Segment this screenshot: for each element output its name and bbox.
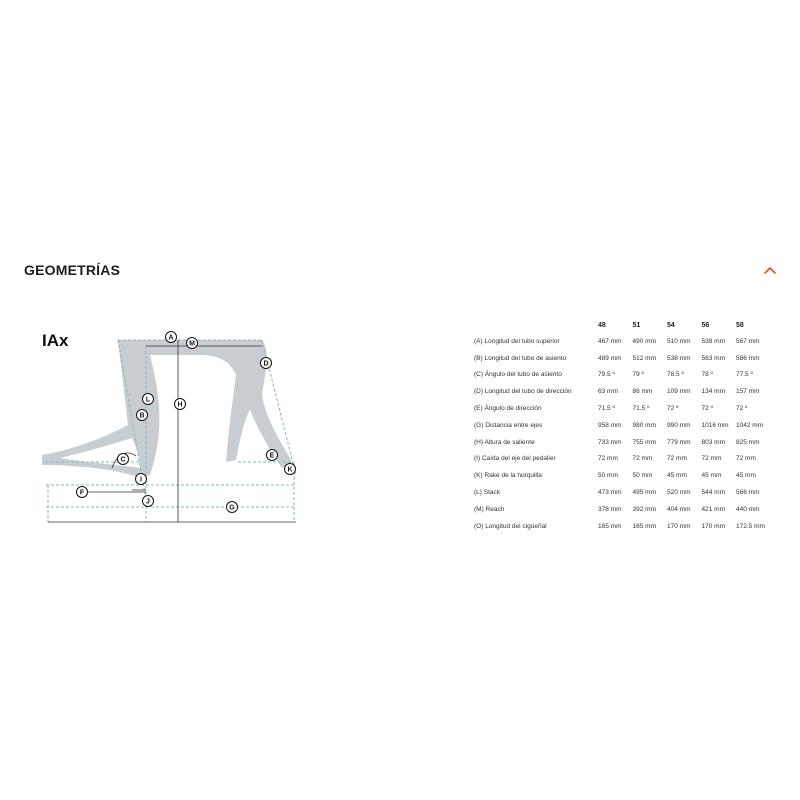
row-value: 172.5 mm: [736, 522, 765, 530]
row-value: 170 mm: [701, 522, 725, 530]
table-header-label: [474, 317, 598, 333]
row-value: 544 mm: [701, 489, 725, 497]
row-value: 520 mm: [667, 489, 691, 497]
row-value: 79 º: [632, 371, 644, 379]
row-value: 72 º: [736, 405, 748, 413]
row-value: 45 mm: [667, 472, 687, 480]
callout-letter: L: [145, 396, 151, 404]
callout-letter: H: [177, 401, 183, 409]
row-value: 86 mm: [632, 388, 653, 396]
row-value: 990 mm: [667, 421, 691, 429]
row-value: 825 mm: [736, 438, 760, 446]
table-row: [474, 434, 771, 451]
row-value: 980 mm: [632, 421, 656, 429]
geometry-table: [474, 317, 771, 535]
row-value: 510 mm: [667, 337, 691, 345]
table-row: [474, 350, 771, 367]
row-value: 779 mm: [667, 438, 691, 446]
row-value: 165 mm: [632, 522, 656, 530]
row-value: 440 mm: [736, 505, 760, 513]
row-value: 467 mm: [598, 337, 622, 345]
row-value: 72 mm: [667, 455, 687, 463]
model-label: IAx: [42, 331, 69, 350]
row-value: 157 mm: [736, 388, 760, 396]
callout-letter: A: [168, 334, 174, 342]
chevron-up-icon: [763, 265, 777, 275]
row-label: (C) Ángulo del tubo de asiento: [474, 371, 562, 379]
callout-letter: E: [269, 452, 275, 460]
table-row: [474, 400, 771, 417]
callout-letter: K: [287, 466, 293, 474]
row-value: 72 mm: [632, 455, 653, 463]
table-row: [474, 367, 771, 384]
callout-letter: J: [146, 498, 150, 506]
callout-letter: I: [140, 476, 142, 484]
row-label: (B) Longitud del tubo de asiento: [474, 354, 567, 362]
row-value: 72 º: [667, 405, 679, 413]
callout-k: [285, 464, 296, 475]
callout-e: [267, 450, 278, 461]
callout-j: [143, 496, 154, 507]
row-value: 567 mm: [736, 337, 760, 345]
row-value: 538 mm: [667, 354, 691, 362]
row-value: 1016 mm: [701, 421, 729, 429]
row-value: 72 mm: [736, 455, 756, 463]
table-row: [474, 467, 771, 484]
row-value: 50 mm: [632, 472, 653, 480]
callout-letter: C: [120, 456, 126, 464]
frame-mainframe-gap: [152, 358, 230, 450]
row-value: 538 mm: [701, 337, 725, 345]
callout-g: [227, 502, 238, 513]
callout-letter: M: [189, 340, 195, 348]
table-body: [474, 333, 771, 535]
table-header-size: 51: [632, 321, 641, 329]
row-value: 733 mm: [598, 438, 622, 446]
row-label: (O) Longitud del cigüeñal: [474, 522, 547, 530]
row-value: 421 mm: [701, 505, 725, 513]
callout-b: [137, 410, 148, 421]
callout-f: [77, 487, 88, 498]
row-label: (D) Longitud del tubo de dirección: [474, 388, 572, 396]
row-label: (K) Rake de la horquilla: [474, 472, 542, 480]
row-value: 378 mm: [598, 505, 622, 513]
frame-geometry-diagram: [0, 300, 320, 530]
table-header-size: 56: [701, 321, 710, 329]
callout-a: [166, 332, 177, 343]
row-value: 165 mm: [598, 522, 622, 530]
collapse-button[interactable]: [760, 262, 780, 278]
callout-letter: G: [229, 504, 235, 512]
callout-h: [175, 399, 186, 410]
callout-letter: B: [139, 412, 145, 420]
row-value: 50 mm: [598, 472, 618, 480]
row-value: 45 mm: [701, 472, 722, 480]
table-header-size: 58: [736, 321, 744, 329]
row-value: 563 mm: [701, 354, 725, 362]
row-value: 512 mm: [632, 354, 656, 362]
callout-l: [143, 394, 154, 405]
row-value: 803 mm: [701, 438, 725, 446]
table-row: [474, 501, 771, 518]
row-value: 586 mm: [736, 354, 760, 362]
row-value: 72 mm: [598, 455, 618, 463]
row-value: 78.5 º: [667, 371, 684, 379]
row-value: 77.5 º: [736, 371, 753, 379]
row-value: 1042 mm: [736, 421, 764, 429]
callout-m: [187, 338, 198, 349]
callout-c: [118, 454, 129, 465]
row-value: 109 mm: [667, 388, 691, 396]
table-row: [474, 333, 771, 350]
table-row: [474, 417, 771, 434]
table-header-size: 54: [667, 321, 675, 329]
row-value: 79.5 º: [598, 371, 615, 379]
row-label: (M) Reach: [474, 505, 505, 513]
row-label: (H) Altura de saliente: [474, 438, 535, 446]
callout-i: [136, 474, 147, 485]
row-value: 404 mm: [667, 505, 691, 513]
table-header-size: 48: [598, 321, 606, 329]
row-value: 63 mm: [598, 388, 618, 396]
row-label: (G) Distancia entre ejes: [474, 421, 543, 429]
row-value: 490 mm: [632, 337, 656, 345]
row-value: 566 mm: [736, 489, 760, 497]
table-row: [474, 518, 771, 535]
row-value: 392 mm: [632, 505, 656, 513]
row-label: (L) Stack: [474, 489, 501, 497]
row-value: 495 mm: [632, 489, 656, 497]
row-value: 755 mm: [632, 438, 656, 446]
section-title: GEOMETRÍAS: [24, 262, 121, 278]
row-label: (I) Caída del eje del pedalier: [474, 455, 556, 463]
table-row: [474, 484, 771, 501]
row-value: 72 mm: [701, 455, 722, 463]
row-value: 71.5 º: [632, 405, 650, 413]
row-value: 71.5 º: [598, 405, 615, 413]
table-header-row: [474, 317, 771, 333]
table-row: [474, 451, 771, 468]
row-value: 72 º: [701, 405, 713, 413]
row-value: 489 mm: [598, 354, 622, 362]
row-value: 134 mm: [701, 388, 725, 396]
row-value: 958 mm: [598, 421, 622, 429]
row-value: 170 mm: [667, 522, 691, 530]
callout-d: [261, 358, 272, 369]
row-value: 78 º: [701, 371, 713, 379]
table-row: [474, 383, 771, 400]
row-value: 45 mm: [736, 472, 756, 480]
row-label: (E) Ángulo de dirección: [474, 405, 542, 413]
callout-letter: D: [263, 360, 269, 368]
callout-letter: F: [79, 489, 85, 497]
row-value: 473 mm: [598, 489, 622, 497]
row-label: (A) Longitud del tubo superior: [474, 337, 560, 345]
